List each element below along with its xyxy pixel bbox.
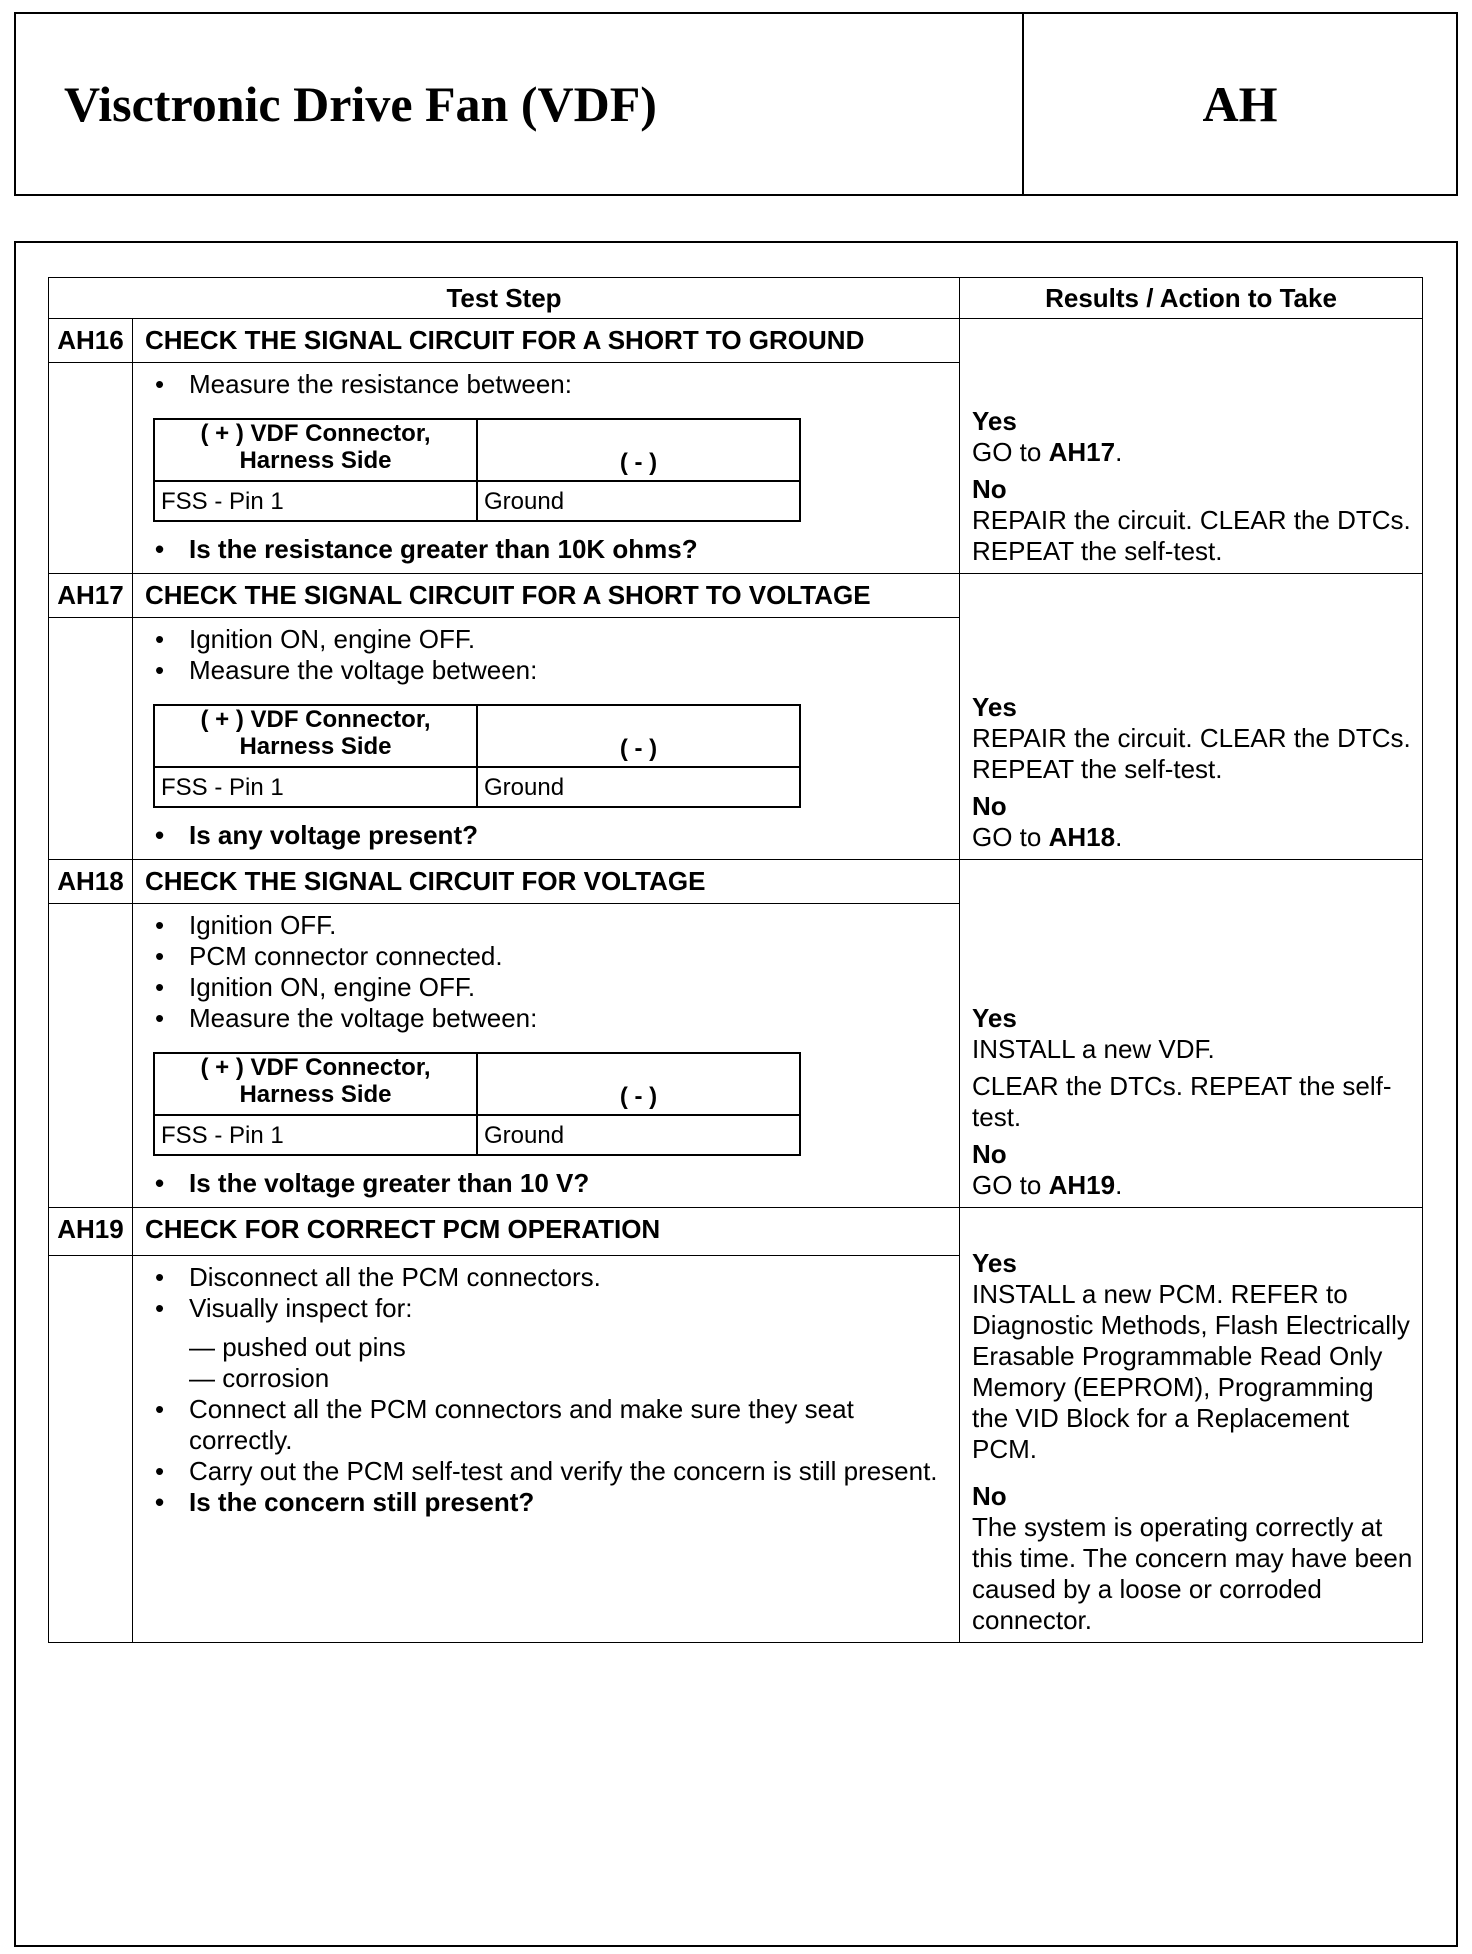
no-label: No [972,1481,1007,1511]
yes-label: Yes [972,406,1017,436]
bullet: • Ignition ON, engine OFF. [145,972,949,1003]
step-id: AH16 [49,319,133,363]
step-title: CHECK THE SIGNAL CIRCUIT FOR VOLTAGE [133,860,960,904]
step-id: AH17 [49,574,133,618]
step-title: CHECK THE SIGNAL CIRCUIT FOR A SHORT TO GROUND [133,319,960,363]
step-question: • Is the resistance greater than 10K ohms? [145,534,949,565]
connector-ground: Ground [477,481,800,521]
step-body [133,904,960,1208]
no-text: The system is operating correctly at this time. The concern may have been caused by a loose or corroded connector. [972,1512,1413,1635]
step-title: CHECK THE SIGNAL CIRCUIT FOR A SHORT TO VOLTAGE [133,574,960,618]
page-title: Visctronic Drive Fan (VDF) [16,14,1024,194]
no-ref: AH18 [1048,822,1116,852]
step-row-ah16 [49,319,1423,363]
no-label: No [972,791,1007,821]
step-question: • Is any voltage present? [145,820,949,851]
bullet: • Ignition ON, engine OFF. [145,624,949,655]
yes-label: Yes [972,692,1017,722]
no-text: GO to [972,822,1049,852]
no-text: REPAIR the circuit. CLEAR the DTCs. REPEAT the self-test. [972,505,1411,566]
test-step-header: Test Step [49,278,960,319]
ground-header: ( - ) [477,419,800,481]
step-body [133,618,960,860]
yes-ref: AH17 [1048,437,1116,467]
yes-label: Yes [972,1003,1017,1033]
connector-header: ( + ) VDF Connector, Harness Side [154,1053,477,1115]
step-result: Yes REPAIR the circuit. CLEAR the DTCs. REPEAT the self-test. No GO to AH18. [960,574,1423,860]
bullet: • Ignition OFF. [145,910,949,941]
dash-item: — corrosion [189,1363,330,1393]
dash-item: — pushed out pins [189,1332,406,1362]
step-body [133,1256,960,1643]
connector-header: ( + ) VDF Connector, Harness Side [154,705,477,767]
step-body [133,363,960,574]
yes-label: Yes [972,1248,1017,1278]
step-result: Yes GO to AH17. No REPAIR the circuit. CLEAR the DTCs. REPEAT the self-test. [960,319,1423,574]
connector-table [153,418,801,522]
yes-text: REPAIR the circuit. CLEAR the DTCs. REPEAT the self-test. [972,723,1411,784]
bullet: • Measure the resistance between: [145,369,949,400]
connector-pin: FSS - Pin 1 [154,481,477,521]
step-id: AH19 [49,1208,133,1256]
bullet: • PCM connector connected. [145,941,949,972]
bullet: • Measure the voltage between: [145,655,949,686]
step-result [960,1208,1423,1643]
ground-header: ( - ) [477,705,800,767]
no-text: GO to [972,1170,1049,1200]
connector-pin: FSS - Pin 1 [154,767,477,807]
step-question: • Is the voltage greater than 10 V? [145,1168,949,1199]
results-header: Results / Action to Take [960,278,1423,319]
yes-text-2: CLEAR the DTCs. REPEAT the self-test. [972,1071,1392,1132]
no-label: No [972,1139,1007,1169]
connector-pin: FSS - Pin 1 [154,1115,477,1155]
step-row-ah17 [49,574,1423,618]
no-ref: AH19 [1048,1170,1116,1200]
step-row-ah19 [49,1208,1423,1256]
page-header [14,12,1458,196]
bullet: • Visually inspect for: [145,1293,949,1324]
connector-table [153,1052,801,1156]
ground-header: ( - ) [477,1053,800,1115]
yes-text: INSTALL a new PCM. REFER to Diagnostic Methods, Flash Electrically Erasable Programmable Read Only Memory (EEPROM), Programming the VID Block for a Replacement PCM. [972,1279,1410,1464]
step-question: • Is the concern still present? [145,1487,949,1518]
bullet: • Connect all the PCM connectors and make sure they seat correctly. [145,1394,949,1456]
diagnostic-table [48,277,1423,1643]
step-row-ah18 [49,860,1423,904]
step-id: AH18 [49,860,133,904]
connector-table [153,704,801,808]
yes-text: GO to [972,437,1049,467]
connector-header: ( + ) VDF Connector, Harness Side [154,419,477,481]
bullet: • Carry out the PCM self-test and verify the concern is still present. [145,1456,949,1487]
section-code: AH [1202,76,1278,132]
bullet: • Measure the voltage between: [145,1003,949,1034]
connector-ground: Ground [477,767,800,807]
step-result: Yes INSTALL a new VDF. CLEAR the DTCs. REPEAT the self-test. No GO to AH19. [960,860,1423,1208]
step-title: CHECK FOR CORRECT PCM OPERATION [133,1208,960,1256]
no-label: No [972,474,1007,504]
bullet: • Disconnect all the PCM connectors. [145,1262,949,1293]
yes-text: INSTALL a new VDF. [972,1034,1215,1064]
connector-ground: Ground [477,1115,800,1155]
